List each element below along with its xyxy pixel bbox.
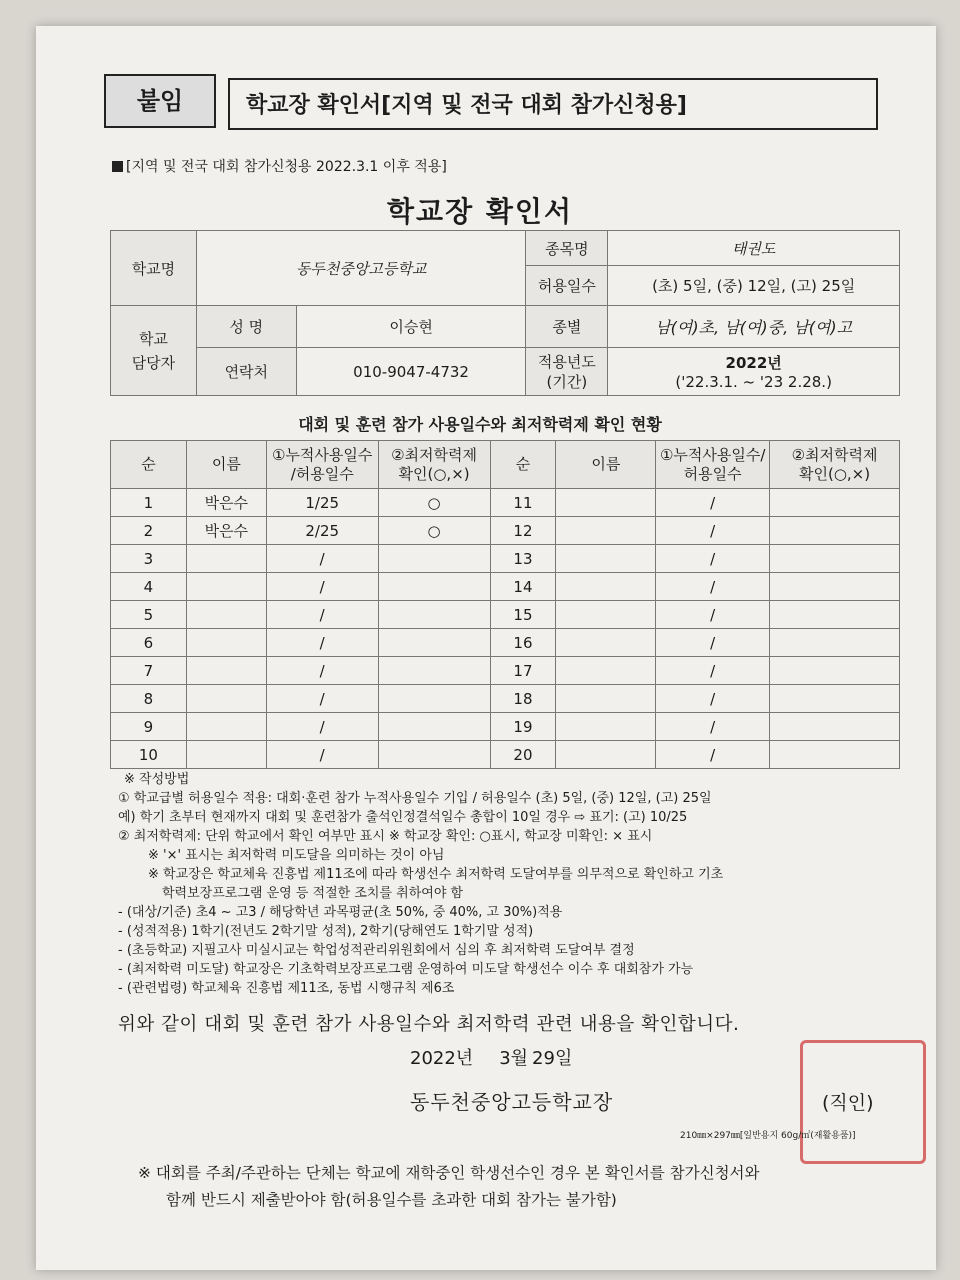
date-month: 3월 <box>499 1048 529 1069</box>
note-line: - (최저학력 미도달) 학교장은 기초학력보장프로그램 운영하여 미도달 학생선수 이수 후 대회참가 가능 <box>118 962 694 977</box>
allowed-days-value: (초) 5일, (중) 12일, (고) 25일 <box>608 266 900 306</box>
row-no: 8 <box>111 685 187 713</box>
period-value: ('22.3.1. ~ '23 2.28.) <box>675 373 832 391</box>
seal-label: (직인) <box>822 1092 874 1114</box>
row-no: 3 <box>111 545 187 573</box>
year-cell <box>608 348 900 396</box>
footnote-line: 함께 반드시 제출받아야 함(허용일수를 초과한 대회 참가는 불가함) <box>166 1191 617 1209</box>
row-no: 10 <box>111 741 187 769</box>
row-days: / <box>266 601 378 629</box>
row-days: 1/25 <box>266 489 378 517</box>
row-name-2 <box>556 629 656 657</box>
note-line: ② 최저학력제: 단위 학교에서 확인 여부만 표시 ※ 학교장 확인: ○표시, 학교장 미확인: × 표시 <box>118 829 653 844</box>
section-title: 대회 및 훈련 참가 사용일수와 최저학력제 확인 현황 <box>298 415 662 434</box>
row-check-2 <box>770 545 900 573</box>
row-name <box>186 573 266 601</box>
year-value: 2022년 <box>725 354 782 372</box>
footnote-line: ※ 대회를 주최/주관하는 단체는 학교에 재학중인 학생선수인 경우 본 확인서를 참가신청서와 <box>138 1164 760 1182</box>
gender-value: 남(여)초, 남(여)중, 남(여)고 <box>608 306 900 348</box>
table-row <box>111 657 900 685</box>
row-days-2: / <box>656 741 770 769</box>
row-name-2 <box>556 489 656 517</box>
row-check <box>378 573 490 601</box>
contact-value: 010-9047-4732 <box>296 348 526 396</box>
event-label: 종목명 <box>526 231 608 266</box>
row-days: / <box>266 573 378 601</box>
row-check-2 <box>770 657 900 685</box>
table-row <box>111 713 900 741</box>
header-no: 순 <box>111 441 187 489</box>
manager-label: 학교 담당자 <box>111 306 197 396</box>
instructions <box>118 770 908 998</box>
table-row <box>111 517 900 545</box>
row-no-2: 19 <box>490 713 556 741</box>
header-check-2: ②최저학력제 확인(○,×) <box>770 441 900 489</box>
table-row <box>111 545 900 573</box>
date-year: 2022년 <box>410 1048 474 1069</box>
row-no: 7 <box>111 657 187 685</box>
row-name <box>186 601 266 629</box>
note-line: 예) 학기 초부터 현재까지 대회 및 훈련참가 출석인정결석일수 총합이 10일 경우 ⇨ 표기: (고) 10/25 <box>118 810 688 825</box>
row-check-2 <box>770 573 900 601</box>
row-name <box>186 685 266 713</box>
header-name-2: 이름 <box>556 441 656 489</box>
school-value: 동두천중앙고등학교 <box>196 231 526 306</box>
row-name-2 <box>556 601 656 629</box>
row-days-2: / <box>656 629 770 657</box>
note-line: ① 학교급별 허용일수 적용: 대회·훈련 참가 누적사용일수 기입 / 허용일수 (초) 5일, (중) 12일, (고) 25일 <box>118 791 712 806</box>
row-check <box>378 629 490 657</box>
note-line: - (성적적용) 1학기(전년도 2학기말 성적), 2학기(당해연도 1학기말 성적) <box>118 924 534 939</box>
header-title: 학교장 확인서[지역 및 전국 대회 참가신청용] <box>228 78 878 130</box>
row-check-2 <box>770 685 900 713</box>
row-days-2: / <box>656 573 770 601</box>
principal-name: 동두천중앙고등학교장 <box>410 1090 614 1114</box>
row-no: 2 <box>111 517 187 545</box>
row-check-2 <box>770 489 900 517</box>
row-check <box>378 545 490 573</box>
row-days: / <box>266 741 378 769</box>
row-days: / <box>266 657 378 685</box>
row-check-2 <box>770 741 900 769</box>
row-days-2: / <box>656 601 770 629</box>
header-check: ②최저학력제 확인(○,×) <box>378 441 490 489</box>
year-label: 적용년도 (기간) <box>526 348 608 396</box>
row-days-2: / <box>656 489 770 517</box>
row-no-2: 11 <box>490 489 556 517</box>
row-check <box>378 601 490 629</box>
row-check: ○ <box>378 517 490 545</box>
allowed-days-label: 허용일수 <box>526 266 608 306</box>
contact-label: 연락처 <box>196 348 296 396</box>
row-days-2: / <box>656 685 770 713</box>
confirmation-statement: 위와 같이 대회 및 훈련 참가 사용일수와 최저학력 관련 내용을 확인합니다. <box>118 1014 740 1035</box>
table-row <box>111 601 900 629</box>
row-days-2: / <box>656 545 770 573</box>
row-name-2 <box>556 741 656 769</box>
school-label: 학교명 <box>111 231 197 306</box>
row-name-2 <box>556 517 656 545</box>
row-check-2 <box>770 713 900 741</box>
row-name: 박은수 <box>186 517 266 545</box>
row-days: 2/25 <box>266 517 378 545</box>
row-check-2 <box>770 517 900 545</box>
row-name <box>186 713 266 741</box>
name-value: 이승현 <box>296 306 526 348</box>
table-row <box>111 741 900 769</box>
row-no: 1 <box>111 489 187 517</box>
row-name: 박은수 <box>186 489 266 517</box>
header-days-2: ①누적사용일수/ 허용일수 <box>656 441 770 489</box>
date-day: 29일 <box>532 1048 573 1069</box>
applicability-note-text: [지역 및 전국 대회 참가신청용 2022.3.1 이후 적용] <box>126 159 447 175</box>
issue-date <box>410 1044 598 1070</box>
row-days: / <box>266 685 378 713</box>
applicability-note <box>112 156 447 176</box>
table-row <box>111 629 900 657</box>
info-table <box>110 230 900 396</box>
note-line: - (관련법령) 학교체육 진흥법 제11조, 동법 시행규칙 제6조 <box>118 981 455 996</box>
row-check <box>378 657 490 685</box>
row-days-2: / <box>656 657 770 685</box>
event-value: 태권도 <box>608 231 900 266</box>
participation-table <box>110 440 900 769</box>
document-title: 학교장 확인서 <box>386 195 574 228</box>
row-no-2: 16 <box>490 629 556 657</box>
footnote <box>138 1160 759 1214</box>
square-bullet-icon <box>112 161 123 172</box>
row-check <box>378 741 490 769</box>
table-row <box>111 573 900 601</box>
row-days: / <box>266 545 378 573</box>
row-no-2: 14 <box>490 573 556 601</box>
table-row <box>111 489 900 517</box>
row-name-2 <box>556 685 656 713</box>
note-line: 학력보장프로그램 운영 등 적절한 조치를 취하여야 함 <box>162 886 464 901</box>
header-name: 이름 <box>186 441 266 489</box>
header-days: ①누적사용일수 /허용일수 <box>266 441 378 489</box>
attachment-tag: 붙임 <box>104 74 216 128</box>
gender-label: 종별 <box>526 306 608 348</box>
row-check-2 <box>770 601 900 629</box>
row-no-2: 12 <box>490 517 556 545</box>
row-check <box>378 713 490 741</box>
row-name-2 <box>556 573 656 601</box>
name-label: 성 명 <box>196 306 296 348</box>
row-name <box>186 657 266 685</box>
row-check: ○ <box>378 489 490 517</box>
row-no: 4 <box>111 573 187 601</box>
row-name <box>186 741 266 769</box>
row-check <box>378 685 490 713</box>
row-days: / <box>266 629 378 657</box>
note-line: - (대상/기준) 초4 ~ 고3 / 해당학년 과목평균(초 50%, 중 40%, 고 30%)적용 <box>118 905 563 920</box>
paper-spec: 210㎜×297㎜[일반용지 60g/㎡(재활용품)] <box>680 1131 856 1141</box>
row-days: / <box>266 713 378 741</box>
row-name <box>186 545 266 573</box>
header-no-2: 순 <box>490 441 556 489</box>
row-no-2: 13 <box>490 545 556 573</box>
row-no: 9 <box>111 713 187 741</box>
note-line: - (초등학교) 지필고사 미실시교는 학업성적관리위원회에서 심의 후 최저학력 도달여부 결정 <box>118 943 635 958</box>
row-days-2: / <box>656 517 770 545</box>
row-name <box>186 629 266 657</box>
row-name-2 <box>556 713 656 741</box>
note-line: ※ 학교장은 학교체육 진흥법 제11조에 따라 학생선수 최저학력 도달여부를 의무적으로 확인하고 기초 <box>148 867 724 882</box>
row-name-2 <box>556 545 656 573</box>
note-line: ※ 작성방법 <box>124 772 190 787</box>
row-check-2 <box>770 629 900 657</box>
row-no-2: 17 <box>490 657 556 685</box>
row-no-2: 15 <box>490 601 556 629</box>
row-no-2: 18 <box>490 685 556 713</box>
note-line: ※ '×' 표시는 최저학력 미도달을 의미하는 것이 아님 <box>148 848 445 863</box>
row-name-2 <box>556 657 656 685</box>
row-no: 5 <box>111 601 187 629</box>
row-no-2: 20 <box>490 741 556 769</box>
row-days-2: / <box>656 713 770 741</box>
table-row <box>111 685 900 713</box>
row-no: 6 <box>111 629 187 657</box>
